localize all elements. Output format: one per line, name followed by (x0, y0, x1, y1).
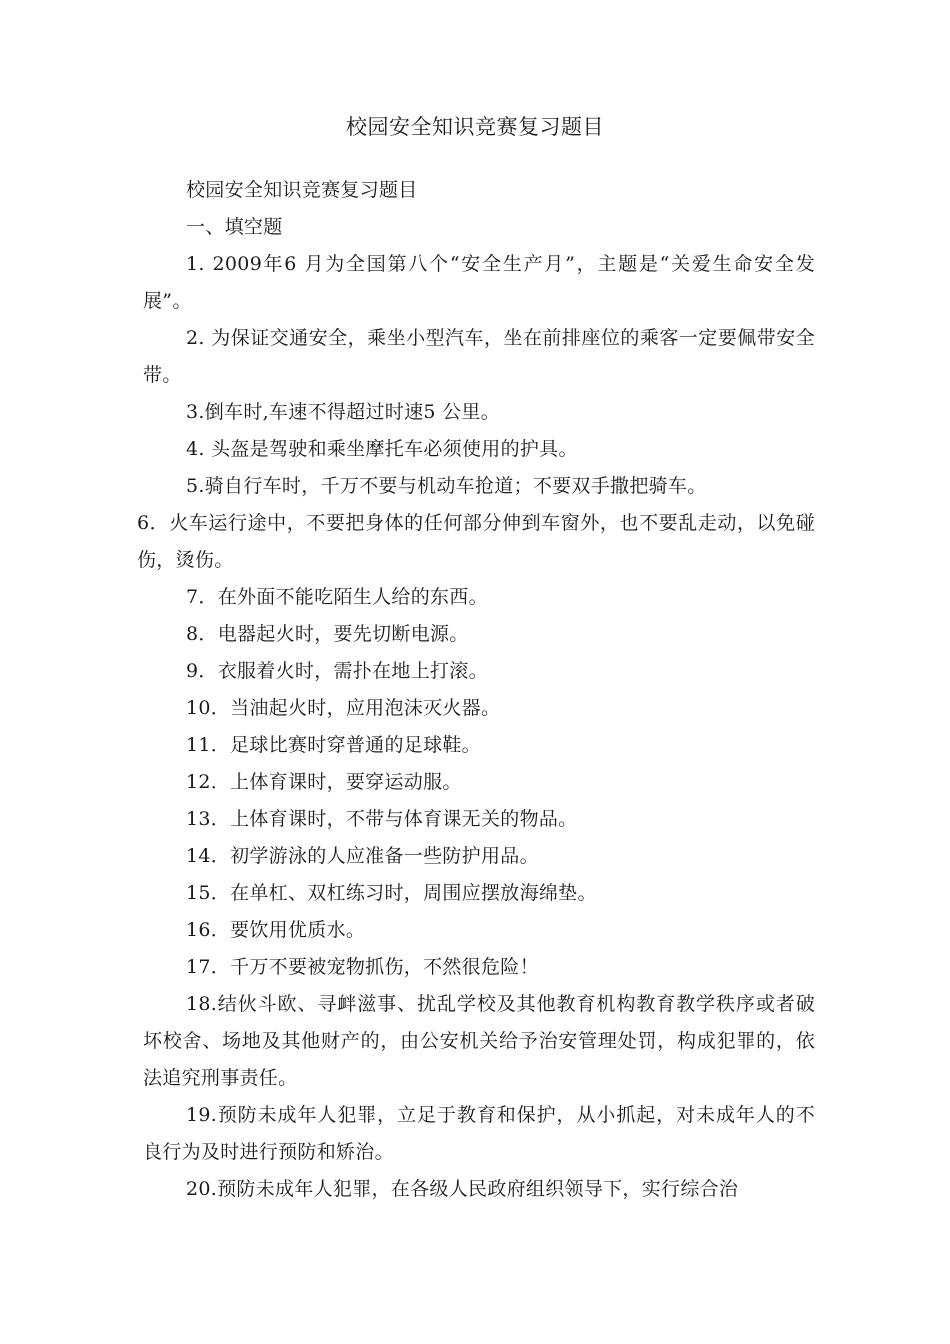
paragraph-section-heading: 一、填空题 (186, 216, 283, 238)
question-item-15: 15．在单杠、双杠练习时，周围应摆放海绵垫。 (186, 882, 597, 904)
question-item-2: 2. 为保证交通安全，乘坐小型汽车，坐在前排座位的乘客一定要佩带安全带。 (143, 327, 815, 386)
document-title: 校园安全知识竞赛复习题目 (346, 115, 604, 139)
question-item-18: 18.结伙斗欧、寻衅滋事、扰乱学校及其他教育机构教育教学秩序或者破坏校舍、场地及其他财产的，由公安机关给予治安管理处罚，构成犯罪的，依法追究刑事责任。 (143, 993, 815, 1089)
question-item-13: 13．上体育课时，不带与体育课无关的物品。 (186, 808, 578, 830)
paragraph-subtitle: 校园安全知识竞赛复习题目 (186, 179, 418, 201)
document-body (137, 172, 815, 1208)
question-item-5: 5.骑自行车时，千万不要与机动车抢道；不要双手撒把骑车。 (186, 475, 707, 497)
question-item-8: 8．电器起火时，要先切断电源。 (186, 623, 469, 645)
question-item-17: 17．千万不要被宠物抓伤，不然很危险！ (186, 956, 539, 978)
question-item-10: 10．当油起火时，应用泡沫灭火器。 (186, 697, 501, 719)
question-item-14: 14．初学游泳的人应准备一些防护用品。 (186, 845, 539, 867)
question-item-1: 1. 2009年6 月为全国第八个“安全生产月”，主题是“关爱生命安全发展”。 (143, 253, 815, 312)
question-item-6: 6．火车运行途中，不要把身体的任何部分伸到车窗外，也不要乱走动，以免碰伤，烫伤。 (137, 512, 815, 571)
question-item-7: 7．在外面不能吃陌生人给的东西。 (186, 586, 488, 608)
question-item-16: 16．要饮用优质水。 (186, 919, 366, 941)
question-item-12: 12．上体育课时，要穿运动服。 (186, 771, 462, 793)
question-item-9: 9．衣服着火时，需扑在地上打滚。 (186, 660, 488, 682)
question-item-3: 3.倒车时,车速不得超过时速5 公里。 (186, 401, 500, 423)
question-item-11: 11．足球比赛时穿普通的足球鞋。 (186, 734, 481, 756)
question-item-4: 4. 头盔是驾驶和乘坐摩托车必须使用的护具。 (186, 438, 578, 460)
question-item-19: 19.预防未成年人犯罪，立足于教育和保护，从小抓起，对未成年人的不良行为及时进行预防和矫治。 (143, 1104, 815, 1163)
question-item-20: 20.预防未成年人犯罪，在各级人民政府组织领导下，实行综合治 (186, 1178, 739, 1200)
